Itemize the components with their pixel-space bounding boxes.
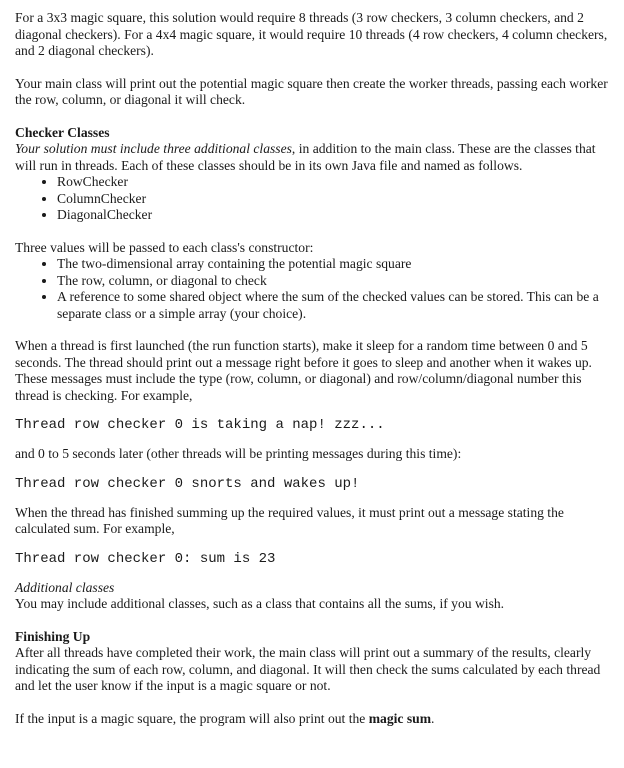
additional-classes-text: You may include additional classes, such as a class that contains all the sums, if you wish. [15,596,505,611]
magic-sum-paragraph [15,711,610,728]
checker-class-list [15,174,610,224]
thread-sum-paragraph: When the thread has finished summing up the required values, it must print out a message stating the calculated sum. For example, [15,504,564,536]
list-item-diagonal-checker: • DiagonalChecker [57,207,610,224]
code-example-sum: Thread row checker 0: sum is 23 [15,550,276,567]
finishing-up-text: After all threads have completed their work, the main class will print out a summary of the results, clearly indicating the sum of each row, column, and diagonal. It will then check the sums calculated by each thread and let the user know if the input is a magic square or not. [15,645,601,693]
thread-sleep-paragraph: When a thread is first launched (the run function starts), make it sleep for a random time between 0 and 5 seconds. The thread should print out a message right before it goes to sleep and another when it wakes up. These messages must include the type (row, column, or diagonal) and row/column/diagonal number this thread is checking. For example, [15,338,592,403]
thread-wake-paragraph: and 0 to 5 seconds later (other threads will be printing messages during this time): [15,446,462,461]
additional-classes-heading-text: Additional classes [15,579,115,595]
code-example-wake: Thread row checker 0 snorts and wakes up! [15,475,360,492]
list-item-row-col-diag: • The row, column, or diagonal to check [57,273,610,290]
intro-paragraph-threads: For a 3x3 magic square, this solution would require 8 threads (3 row checkers, 3 column checkers, and 2 diagonal checkers). For a 4x4 magic square, it would require 10 threads (4 row checkers, 4 column checkers, and 2 diagonal checkers). [15,10,608,58]
constructor-lead: Three values will be passed to each class's constructor: [15,239,314,255]
additional-classes-heading [15,580,610,597]
intro-paragraph-main-class: Your main class will print out the potential magic square then create the worker threads, passing each worker the row, column, or diagonal it will check. [15,75,608,107]
checker-classes-lead-rest: , in addition to the main class. These are the classes that will run in threads. Each of these classes should be in its own Java file and named as follows. [15,141,596,173]
finishing-up-heading: Finishing Up [15,628,91,644]
magic-sum-post: . [431,710,435,726]
constructor-value-list [15,256,610,322]
magic-sum-bold: magic sum [368,710,432,726]
list-item-shared-object: • A reference to some shared object where the sum of the checked values can be stored. This can be a separate class or a simple array (your choice). [57,289,610,322]
list-item-row-checker: • RowChecker [57,174,610,191]
magic-sum-pre: If the input is a magic square, the program will also print out the [15,710,369,726]
list-item-array: • The two-dimensional array containing the potential magic square [57,256,610,273]
list-item-column-checker: • ColumnChecker [57,191,610,208]
checker-classes-heading: Checker Classes [15,124,110,140]
checker-classes-lead-italic: Your solution must include three additional classes [15,141,292,156]
checker-classes-lead [15,141,610,174]
code-example-nap: Thread row checker 0 is taking a nap! zzz... [15,417,385,433]
